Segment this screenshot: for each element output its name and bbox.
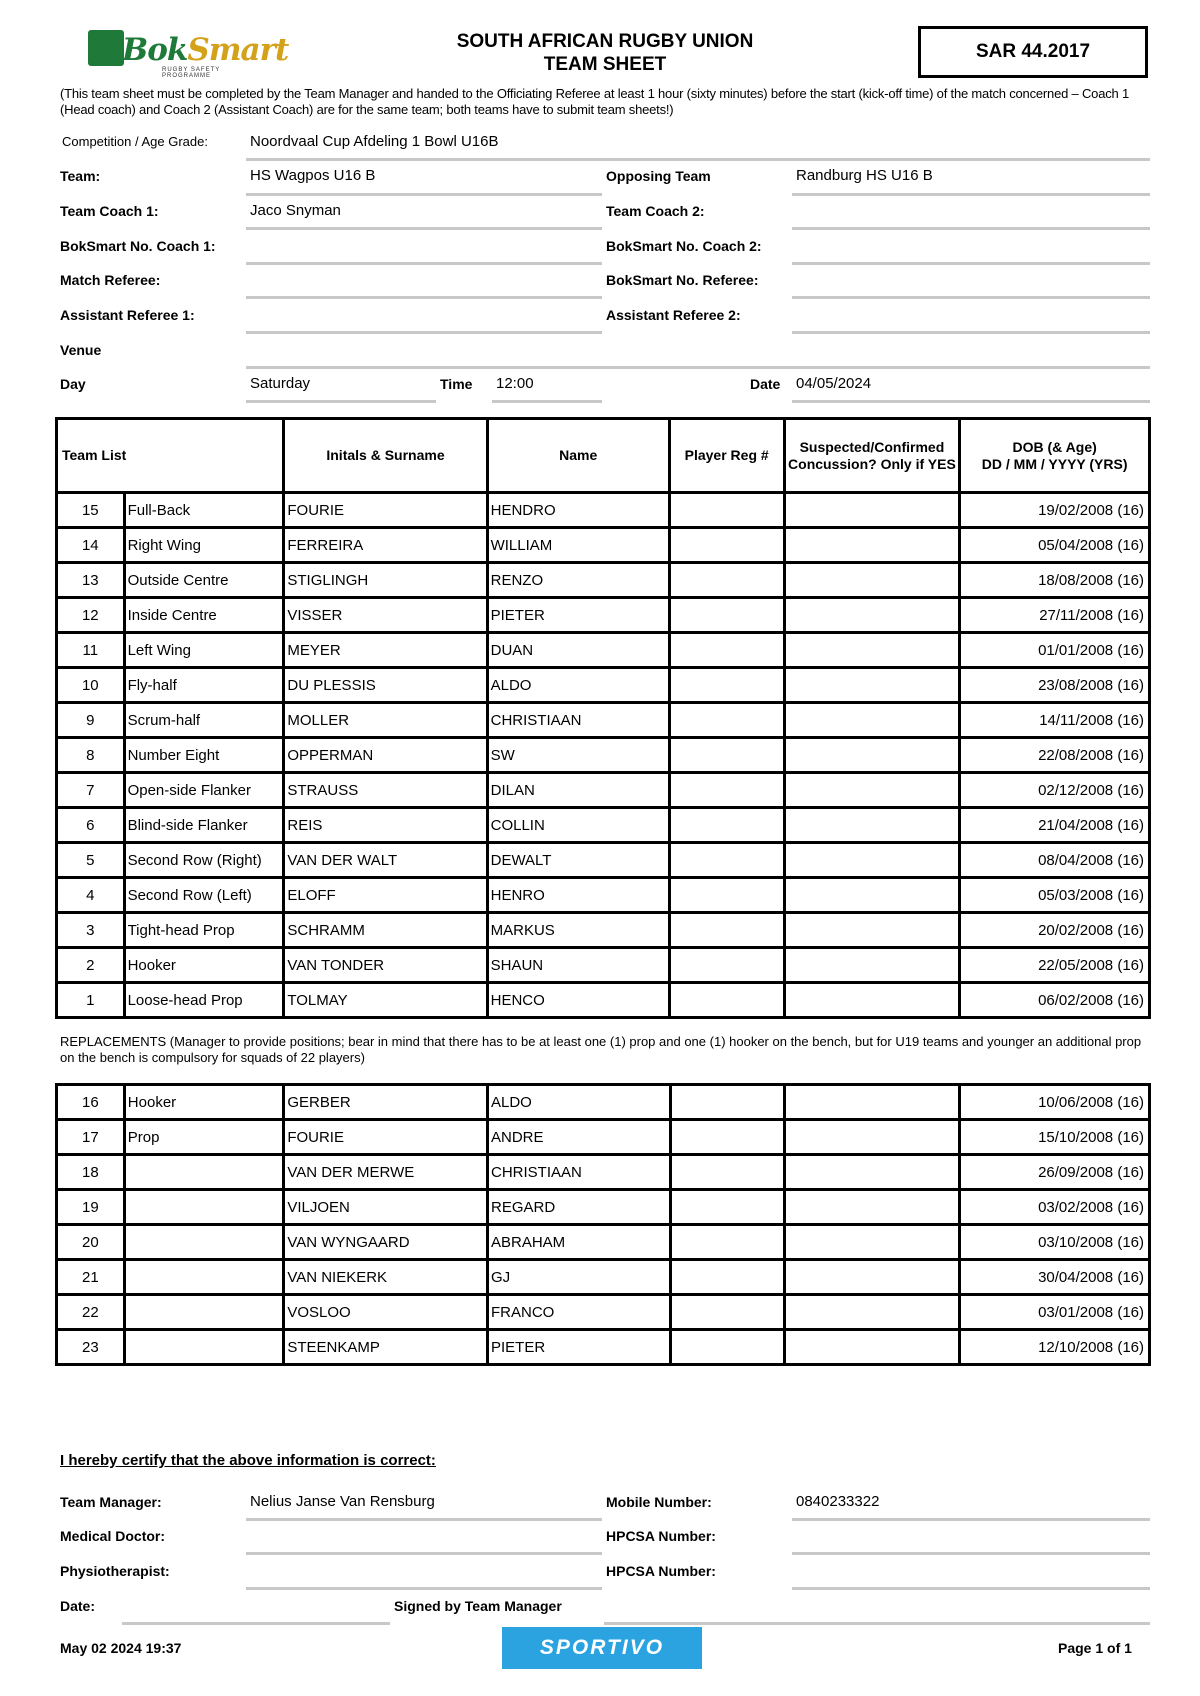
player-row bbox=[57, 738, 1150, 773]
concussion-cell[interactable] bbox=[785, 1085, 960, 1120]
name-cell[interactable]: DUAN bbox=[487, 633, 669, 668]
name-cell[interactable]: SW bbox=[487, 738, 669, 773]
jersey-number[interactable]: 2 bbox=[57, 948, 125, 983]
concussion-cell[interactable] bbox=[784, 948, 960, 983]
surname-cell[interactable]: FOURIE bbox=[284, 493, 487, 528]
dob-cell[interactable]: 12/10/2008 (16) bbox=[960, 1330, 1150, 1365]
physiotherapist-label: Physiotherapist: bbox=[60, 1563, 170, 1579]
logo-subtitle: RUGBY SAFETY PROGRAMME bbox=[162, 67, 221, 79]
name-cell[interactable]: ANDRE bbox=[487, 1120, 670, 1155]
initials-surname-header: Initals & Surname bbox=[284, 419, 487, 493]
player-reg-cell[interactable] bbox=[670, 1085, 785, 1120]
title-line-1: SOUTH AFRICAN RUGBY UNION bbox=[456, 31, 754, 52]
team-label: Team: bbox=[60, 168, 101, 184]
dob-cell[interactable]: 23/08/2008 (16) bbox=[960, 668, 1150, 703]
dob-cell[interactable]: 19/02/2008 (16) bbox=[960, 493, 1150, 528]
position-cell[interactable]: Open-side Flanker bbox=[124, 773, 284, 808]
position-cell[interactable]: Hooker bbox=[124, 948, 284, 983]
team-manager-label: Team Manager: bbox=[60, 1494, 162, 1510]
dob-cell[interactable]: 22/08/2008 (16) bbox=[960, 738, 1150, 773]
jersey-number[interactable]: 17 bbox=[57, 1120, 125, 1155]
player-reg-cell[interactable] bbox=[669, 878, 784, 913]
surname-cell[interactable]: SCHRAMM bbox=[284, 913, 487, 948]
name-cell[interactable]: FRANCO bbox=[487, 1295, 670, 1330]
player-reg-cell[interactable] bbox=[670, 1225, 785, 1260]
concussion-cell[interactable] bbox=[784, 808, 960, 843]
name-cell[interactable]: ABRAHAM bbox=[487, 1225, 670, 1260]
team-list-table bbox=[55, 417, 1151, 1019]
surname-cell[interactable]: VISSER bbox=[284, 598, 487, 633]
position-cell[interactable]: Scrum-half bbox=[124, 703, 284, 738]
concussion-cell[interactable] bbox=[784, 773, 960, 808]
dob-header-line-2: DD / MM / YYYY (YRS) bbox=[981, 455, 1128, 472]
boksmart-coach1-label: BokSmart No. Coach 1: bbox=[60, 238, 216, 254]
team-underline bbox=[246, 193, 602, 196]
boksmart-coach1-underline bbox=[246, 262, 602, 265]
position-cell[interactable] bbox=[124, 1260, 284, 1295]
player-reg-cell[interactable] bbox=[669, 598, 784, 633]
jersey-number[interactable]: 9 bbox=[57, 703, 125, 738]
time-label: Time bbox=[440, 376, 473, 392]
dob-cell[interactable]: 03/10/2008 (16) bbox=[960, 1225, 1150, 1260]
table-header-row bbox=[57, 419, 1150, 493]
hpcsa-number-label-1: HPCSA Number: bbox=[606, 1528, 716, 1544]
jersey-number[interactable]: 1 bbox=[57, 983, 125, 1018]
dob-cell[interactable]: 05/04/2008 (16) bbox=[960, 528, 1150, 563]
dob-cell[interactable]: 21/04/2008 (16) bbox=[960, 808, 1150, 843]
concussion-cell[interactable] bbox=[784, 528, 960, 563]
dob-cell[interactable]: 06/02/2008 (16) bbox=[960, 983, 1150, 1018]
concussion-cell[interactable] bbox=[785, 1190, 960, 1225]
position-cell[interactable]: Right Wing bbox=[124, 528, 284, 563]
replacement-row bbox=[57, 1330, 1150, 1365]
assistant-referee1-label: Assistant Referee 1: bbox=[60, 307, 195, 323]
name-cell[interactable]: ALDO bbox=[487, 1085, 670, 1120]
player-reg-cell[interactable] bbox=[669, 808, 784, 843]
jersey-number[interactable]: 8 bbox=[57, 738, 125, 773]
player-reg-cell[interactable] bbox=[669, 493, 784, 528]
coach2-underline bbox=[792, 227, 1150, 230]
concussion-cell[interactable] bbox=[785, 1330, 960, 1365]
replacement-row bbox=[57, 1120, 1150, 1155]
dob-cell[interactable]: 01/01/2008 (16) bbox=[960, 633, 1150, 668]
day-underline bbox=[246, 400, 436, 403]
boksmart-coach2-label: BokSmart No. Coach 2: bbox=[606, 238, 762, 254]
referee-label: Match Referee: bbox=[60, 272, 161, 288]
surname-cell[interactable]: GERBER bbox=[284, 1085, 488, 1120]
player-reg-cell[interactable] bbox=[670, 1330, 785, 1365]
concussion-cell[interactable] bbox=[784, 913, 960, 948]
opposing-team-underline bbox=[792, 193, 1150, 196]
name-cell[interactable]: RENZO bbox=[487, 563, 669, 598]
competition-value[interactable]: Noordvaal Cup Afdeling 1 Bowl U16B bbox=[250, 133, 499, 150]
page-title bbox=[420, 30, 790, 76]
surname-cell[interactable]: ELOFF bbox=[284, 878, 487, 913]
surname-cell[interactable]: MEYER bbox=[284, 633, 487, 668]
name-cell[interactable]: PIETER bbox=[487, 1330, 670, 1365]
mobile-number-label: Mobile Number: bbox=[606, 1494, 712, 1510]
position-cell[interactable]: Number Eight bbox=[124, 738, 284, 773]
position-cell[interactable] bbox=[124, 1155, 284, 1190]
assistant-referee2-label: Assistant Referee 2: bbox=[606, 307, 741, 323]
player-reg-cell[interactable] bbox=[669, 843, 784, 878]
jersey-number[interactable]: 7 bbox=[57, 773, 125, 808]
surname-cell[interactable]: VAN DER WALT bbox=[284, 843, 487, 878]
coach1-label: Team Coach 1: bbox=[60, 203, 159, 219]
jersey-number[interactable]: 13 bbox=[57, 563, 125, 598]
jersey-number[interactable]: 12 bbox=[57, 598, 125, 633]
position-cell[interactable]: Hooker bbox=[124, 1085, 284, 1120]
jersey-number[interactable]: 6 bbox=[57, 808, 125, 843]
player-row bbox=[57, 878, 1150, 913]
surname-cell[interactable]: DU PLESSIS bbox=[284, 668, 487, 703]
player-row bbox=[57, 598, 1150, 633]
team-manager-value[interactable]: Nelius Janse Van Rensburg bbox=[250, 1493, 435, 1510]
player-reg-cell[interactable] bbox=[669, 563, 784, 598]
player-row bbox=[57, 948, 1150, 983]
dob-cell[interactable]: 08/04/2008 (16) bbox=[960, 843, 1150, 878]
hpcsa-number-underline-2 bbox=[792, 1587, 1150, 1590]
player-row bbox=[57, 808, 1150, 843]
jersey-number[interactable]: 23 bbox=[57, 1330, 125, 1365]
player-row bbox=[57, 913, 1150, 948]
time-underline bbox=[492, 400, 602, 403]
surname-cell[interactable]: VOSLOO bbox=[284, 1295, 488, 1330]
replacement-row bbox=[57, 1225, 1150, 1260]
team-manager-underline bbox=[246, 1518, 602, 1521]
position-cell[interactable]: Loose-head Prop bbox=[124, 983, 284, 1018]
replacement-row bbox=[57, 1190, 1150, 1225]
footer-timestamp: May 02 2024 19:37 bbox=[60, 1640, 182, 1656]
boksmart-referee-label: BokSmart No. Referee: bbox=[606, 272, 759, 288]
dob-cell[interactable]: 20/02/2008 (16) bbox=[960, 913, 1150, 948]
surname-cell[interactable]: TOLMAY bbox=[284, 983, 487, 1018]
mobile-number-value[interactable]: 0840233322 bbox=[796, 1493, 880, 1510]
dob-cell[interactable]: 03/02/2008 (16) bbox=[960, 1190, 1150, 1225]
player-reg-cell[interactable] bbox=[669, 773, 784, 808]
name-cell[interactable]: REGARD bbox=[487, 1190, 670, 1225]
concussion-cell[interactable] bbox=[785, 1295, 960, 1330]
team-value[interactable]: HS Wagpos U16 B bbox=[250, 167, 376, 184]
replacement-row bbox=[57, 1085, 1150, 1120]
player-reg-cell[interactable] bbox=[669, 528, 784, 563]
player-row bbox=[57, 703, 1150, 738]
jersey-number[interactable]: 3 bbox=[57, 913, 125, 948]
jersey-number[interactable]: 21 bbox=[57, 1260, 125, 1295]
day-value[interactable]: Saturday bbox=[250, 375, 311, 392]
dob-header bbox=[960, 419, 1150, 493]
position-cell[interactable] bbox=[124, 1190, 284, 1225]
concussion-cell[interactable] bbox=[784, 493, 960, 528]
surname-cell[interactable]: FERREIRA bbox=[284, 528, 487, 563]
opposing-team-label: Opposing Team bbox=[606, 168, 711, 184]
boksmart-coach2-underline bbox=[792, 262, 1150, 265]
position-cell[interactable]: Second Row (Left) bbox=[124, 878, 284, 913]
player-reg-cell[interactable] bbox=[670, 1260, 785, 1295]
surname-cell[interactable]: VAN DER MERWE bbox=[284, 1155, 488, 1190]
team-list-header: Team List bbox=[57, 419, 284, 493]
jersey-number[interactable]: 11 bbox=[57, 633, 125, 668]
coach1-value[interactable]: Jaco Snyman bbox=[250, 202, 341, 219]
date-underline bbox=[792, 400, 1150, 403]
concussion-cell[interactable] bbox=[784, 668, 960, 703]
surname-cell[interactable]: STRAUSS bbox=[284, 773, 487, 808]
surname-cell[interactable]: REIS bbox=[284, 808, 487, 843]
boksmart-referee-underline bbox=[792, 296, 1150, 299]
replacements-table bbox=[55, 1083, 1151, 1366]
position-cell[interactable]: Inside Centre bbox=[124, 598, 284, 633]
concussion-header: Suspected/Confirmed Concussion? Only if YES bbox=[784, 419, 960, 493]
player-reg-cell[interactable] bbox=[670, 1120, 785, 1155]
signature-underline bbox=[604, 1622, 1150, 1625]
name-cell[interactable]: HENDRO bbox=[487, 493, 669, 528]
position-cell[interactable]: Tight-head Prop bbox=[124, 913, 284, 948]
mobile-number-underline bbox=[792, 1518, 1150, 1521]
player-reg-cell[interactable] bbox=[669, 983, 784, 1018]
name-cell[interactable]: SHAUN bbox=[487, 948, 669, 983]
boksmart-logo bbox=[84, 24, 289, 84]
name-cell[interactable]: HENRO bbox=[487, 878, 669, 913]
surname-cell[interactable]: VAN WYNGAARD bbox=[284, 1225, 488, 1260]
jersey-number[interactable]: 20 bbox=[57, 1225, 125, 1260]
name-cell[interactable]: PIETER bbox=[487, 598, 669, 633]
concussion-cell[interactable] bbox=[785, 1120, 960, 1155]
dob-header-line-1: DOB (& Age) bbox=[1012, 438, 1097, 455]
dob-cell[interactable]: 14/11/2008 (16) bbox=[960, 703, 1150, 738]
dob-cell[interactable]: 27/11/2008 (16) bbox=[960, 598, 1150, 633]
position-cell[interactable]: Left Wing bbox=[124, 633, 284, 668]
date-value[interactable]: 04/05/2024 bbox=[796, 375, 872, 392]
jersey-number[interactable]: 16 bbox=[57, 1085, 125, 1120]
name-cell[interactable]: HENCO bbox=[487, 983, 669, 1018]
player-reg-cell[interactable] bbox=[670, 1295, 785, 1330]
surname-cell[interactable]: OPPERMAN bbox=[284, 738, 487, 773]
dob-cell[interactable]: 02/12/2008 (16) bbox=[960, 773, 1150, 808]
player-reg-cell[interactable] bbox=[669, 703, 784, 738]
surname-cell[interactable]: STEENKAMP bbox=[284, 1330, 488, 1365]
concussion-cell[interactable] bbox=[784, 563, 960, 598]
player-row bbox=[57, 493, 1150, 528]
competition-label: Competition / Age Grade: bbox=[62, 134, 208, 149]
sportivo-logo-text: SPORTIVO bbox=[539, 1636, 665, 1659]
date-label: Date bbox=[750, 376, 781, 392]
concussion-cell[interactable] bbox=[784, 738, 960, 773]
name-cell[interactable]: COLLIN bbox=[487, 808, 669, 843]
player-reg-header: Player Reg # bbox=[669, 419, 784, 493]
medical-doctor-label: Medical Doctor: bbox=[60, 1528, 166, 1544]
player-reg-cell[interactable] bbox=[670, 1190, 785, 1225]
surname-cell[interactable]: VAN NIEKERK bbox=[284, 1260, 488, 1295]
concussion-cell[interactable] bbox=[784, 598, 960, 633]
jersey-number[interactable]: 5 bbox=[57, 843, 125, 878]
competition-underline bbox=[246, 158, 1150, 161]
signed-by-label: Signed by Team Manager bbox=[394, 1598, 562, 1614]
hpcsa-number-label-2: HPCSA Number: bbox=[606, 1563, 716, 1579]
concussion-cell[interactable] bbox=[784, 878, 960, 913]
physiotherapist-underline bbox=[246, 1587, 602, 1590]
dob-cell[interactable]: 30/04/2008 (16) bbox=[960, 1260, 1150, 1295]
name-cell[interactable]: WILLIAM bbox=[487, 528, 669, 563]
coach2-label: Team Coach 2: bbox=[606, 203, 705, 219]
player-reg-cell[interactable] bbox=[669, 948, 784, 983]
jersey-number[interactable]: 4 bbox=[57, 878, 125, 913]
position-cell[interactable]: Outside Centre bbox=[124, 563, 284, 598]
player-reg-cell[interactable] bbox=[669, 668, 784, 703]
dob-cell[interactable]: 26/09/2008 (16) bbox=[960, 1155, 1150, 1190]
hpcsa-number-underline-1 bbox=[792, 1552, 1150, 1555]
dob-cell[interactable]: 18/08/2008 (16) bbox=[960, 563, 1150, 598]
player-row bbox=[57, 633, 1150, 668]
concussion-cell[interactable] bbox=[785, 1260, 960, 1295]
name-cell[interactable]: GJ bbox=[487, 1260, 670, 1295]
opposing-team-value[interactable]: Randburg HS U16 B bbox=[796, 167, 933, 184]
jersey-number[interactable]: 22 bbox=[57, 1295, 125, 1330]
name-cell[interactable]: DEWALT bbox=[487, 843, 669, 878]
jersey-number[interactable]: 14 bbox=[57, 528, 125, 563]
concussion-cell[interactable] bbox=[784, 703, 960, 738]
concussion-cell[interactable] bbox=[784, 983, 960, 1018]
position-cell[interactable]: Full-Back bbox=[124, 493, 284, 528]
player-row bbox=[57, 843, 1150, 878]
instructions-note: (This team sheet must be completed by the Team Manager and handed to the Officiating Referee at least 1 hour (sixty minutes) before the start (kick-off time) of the match concerned – Coach 1 (Head coach) and Coach 2 (Assistant Coach) are for the same team; both teams have to submit team sheets!) bbox=[60, 86, 1130, 117]
starters-body bbox=[57, 493, 1150, 1018]
jersey-number[interactable]: 19 bbox=[57, 1190, 125, 1225]
position-cell[interactable]: Fly-half bbox=[124, 668, 284, 703]
certification-statement: I hereby certify that the above information is correct: bbox=[60, 1452, 436, 1469]
day-label: Day bbox=[60, 376, 86, 392]
replacement-row bbox=[57, 1260, 1150, 1295]
replacement-row bbox=[57, 1295, 1150, 1330]
concussion-cell[interactable] bbox=[784, 633, 960, 668]
position-cell[interactable]: Blind-side Flanker bbox=[124, 808, 284, 843]
position-cell[interactable] bbox=[124, 1295, 284, 1330]
position-cell[interactable]: Second Row (Right) bbox=[124, 843, 284, 878]
position-cell[interactable] bbox=[124, 1225, 284, 1260]
cert-date-underline bbox=[122, 1622, 390, 1625]
dob-cell[interactable]: 15/10/2008 (16) bbox=[960, 1120, 1150, 1155]
player-row bbox=[57, 773, 1150, 808]
name-cell[interactable]: ALDO bbox=[487, 668, 669, 703]
concussion-cell[interactable] bbox=[784, 843, 960, 878]
page-number: Page 1 of 1 bbox=[1058, 1640, 1132, 1656]
assistant-referee2-underline bbox=[792, 331, 1150, 334]
surname-cell[interactable]: FOURIE bbox=[284, 1120, 488, 1155]
venue-label: Venue bbox=[60, 342, 102, 358]
player-reg-cell[interactable] bbox=[669, 913, 784, 948]
sportivo-logo bbox=[502, 1627, 702, 1669]
replacements-body bbox=[57, 1085, 1150, 1365]
player-row bbox=[57, 563, 1150, 598]
name-cell[interactable]: CHRISTIAAN bbox=[487, 703, 669, 738]
surname-cell[interactable]: STIGLINGH bbox=[284, 563, 487, 598]
surname-cell[interactable]: MOLLER bbox=[284, 703, 487, 738]
medical-doctor-underline bbox=[246, 1552, 602, 1555]
dob-cell[interactable]: 03/01/2008 (16) bbox=[960, 1295, 1150, 1330]
player-row bbox=[57, 983, 1150, 1018]
form-code: SAR 44.2017 bbox=[975, 41, 1091, 62]
dob-cell[interactable]: 10/06/2008 (16) bbox=[960, 1085, 1150, 1120]
jersey-number[interactable]: 15 bbox=[57, 493, 125, 528]
venue-underline bbox=[246, 366, 1150, 369]
dob-cell[interactable]: 05/03/2008 (16) bbox=[960, 878, 1150, 913]
position-cell[interactable] bbox=[124, 1330, 284, 1365]
springbok-icon bbox=[88, 30, 124, 66]
cert-date-label: Date: bbox=[60, 1598, 96, 1614]
replacements-note: REPLACEMENTS (Manager to provide positions; bear in mind that there has to be at least one (1) prop and one (1) hooker on the bench, but for U19 teams and younger an additional prop on the bench is compulsory for squads of 22 players) bbox=[60, 1034, 1142, 1065]
assistant-referee1-underline bbox=[246, 331, 602, 334]
name-header: Name bbox=[487, 419, 669, 493]
jersey-number[interactable]: 18 bbox=[57, 1155, 125, 1190]
concussion-cell[interactable] bbox=[785, 1155, 960, 1190]
replacement-row bbox=[57, 1155, 1150, 1190]
logo-brand-text: BokSmart bbox=[122, 32, 289, 68]
player-row bbox=[57, 528, 1150, 563]
player-reg-cell[interactable] bbox=[669, 738, 784, 773]
name-cell[interactable]: MARKUS bbox=[487, 913, 669, 948]
surname-cell[interactable]: VILJOEN bbox=[284, 1190, 488, 1225]
position-cell[interactable]: Prop bbox=[124, 1120, 284, 1155]
player-row bbox=[57, 668, 1150, 703]
time-value[interactable]: 12:00 bbox=[496, 375, 534, 392]
form-code-box bbox=[918, 26, 1148, 78]
player-reg-cell[interactable] bbox=[670, 1155, 785, 1190]
jersey-number[interactable]: 10 bbox=[57, 668, 125, 703]
concussion-cell[interactable] bbox=[785, 1225, 960, 1260]
referee-underline bbox=[246, 296, 602, 299]
title-line-2: TEAM SHEET bbox=[543, 54, 667, 75]
name-cell[interactable]: DILAN bbox=[487, 773, 669, 808]
player-reg-cell[interactable] bbox=[669, 633, 784, 668]
coach1-underline bbox=[246, 227, 602, 230]
surname-cell[interactable]: VAN TONDER bbox=[284, 948, 487, 983]
name-cell[interactable]: CHRISTIAAN bbox=[487, 1155, 670, 1190]
dob-cell[interactable]: 22/05/2008 (16) bbox=[960, 948, 1150, 983]
